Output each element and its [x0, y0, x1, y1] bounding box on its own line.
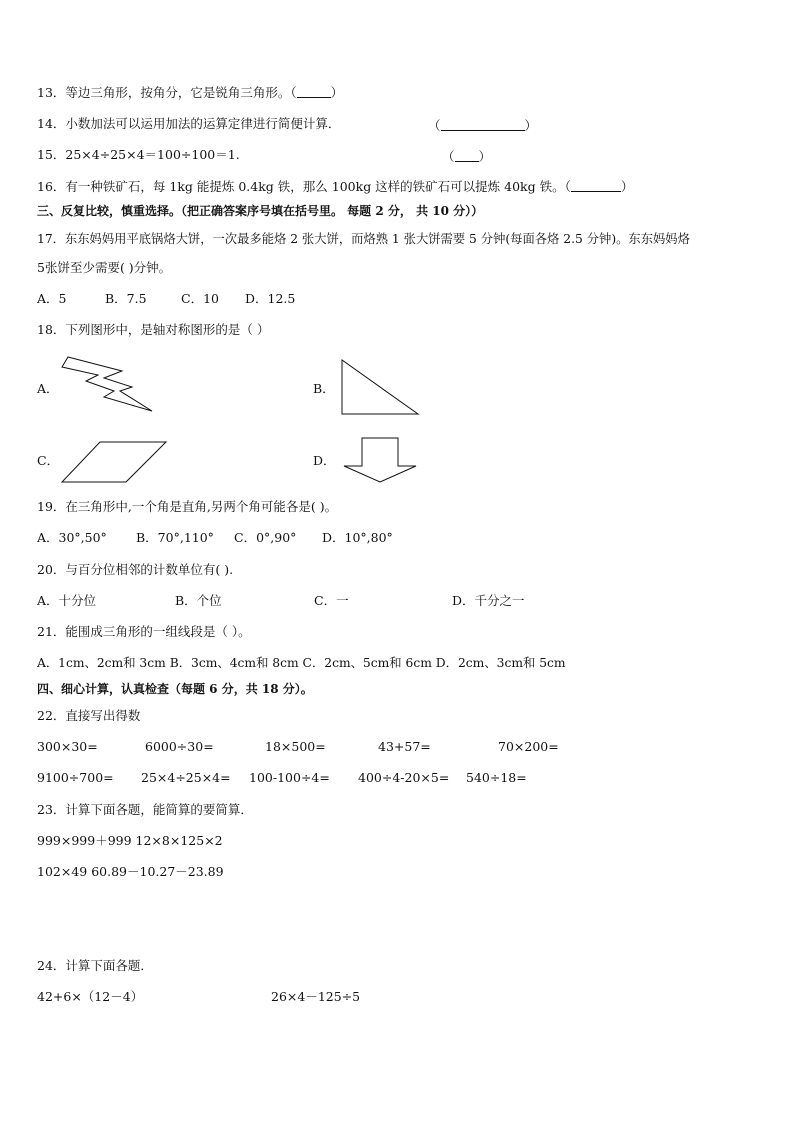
option-18-d-label[interactable]: D． [313, 453, 336, 468]
calc-item: 18×500= [265, 739, 326, 754]
section-heading-3: 三、反复比较，慎重选择。（把正确答案序号填在括号里。 每题 2 分， 共 10 分）） [37, 204, 484, 218]
option-20-a[interactable]: A．十分位 [37, 593, 97, 608]
question-text: 小数加法可以运用加法的运算定律进行简便计算． [65, 116, 341, 131]
calc-item: 9100÷700= [37, 770, 114, 785]
answer-blank[interactable] [297, 85, 331, 98]
question-17-line2: 5张饼至少需要( )分钟。 [37, 260, 172, 275]
section-heading-4: 四、细心计算，认真检查（每题 6 分，共 18 分）。 [37, 682, 313, 696]
parallelogram-shape-icon [60, 440, 168, 486]
option-18-b-label[interactable]: B． [313, 381, 335, 396]
right-triangle-shape-icon [338, 358, 420, 418]
question-14 [37, 118, 340, 131]
calc-row: 999×999＋999 12×8×125×2 [37, 833, 223, 848]
option-18-c-label[interactable]: C． [37, 453, 60, 468]
option-19-a[interactable]: A．30°,50° [37, 530, 107, 545]
calc-item: 540÷18= [466, 770, 527, 785]
calc-item: 42+6×（12－4） [37, 989, 144, 1004]
calc-item: 70×200= [498, 739, 559, 754]
down-arrow-shape-icon [340, 436, 420, 486]
question-text: 有一种铁矿石，每 1kg 能提炼 0.4kg 铁，那么 100kg 这样的铁矿石可以提炼 40kg 铁。（ [65, 179, 571, 194]
option-18-a-label[interactable]: A． [37, 381, 59, 396]
option-17-a[interactable]: A．5 [37, 291, 67, 306]
question-number: 14． [37, 116, 66, 131]
answer-bracket-14: （ ） [428, 118, 538, 133]
answer-blank[interactable] [571, 179, 621, 192]
calc-item: 25×4÷25×4= [141, 770, 231, 785]
option-20-d[interactable]: D．千分之一 [452, 593, 525, 608]
question-22: 22．直接写出得数 [37, 708, 141, 723]
calc-item: 100-100÷4= [249, 770, 330, 785]
question-23: 23．计算下面各题，能简算的要简算． [37, 802, 253, 817]
answer-blank[interactable] [455, 149, 479, 162]
answer-blank[interactable] [441, 118, 525, 131]
calc-item: 400÷4-20×5= [358, 770, 450, 785]
question-number: 13． [37, 85, 66, 100]
question-number: 16． [37, 179, 66, 194]
option-17-d[interactable]: D．12.5 [245, 291, 296, 306]
question-text: 25×4÷25×4＝100÷100＝1. [65, 147, 240, 162]
question-20: 20．与百分位相邻的计数单位有( ). [37, 562, 234, 577]
calc-item: 300×30= [37, 739, 98, 754]
question-24: 24．计算下面各题． [37, 958, 153, 973]
question-18: 18．下列图形中，是轴对称图形的是（ ） [37, 322, 270, 337]
question-19: 19．在三角形中,一个角是直角,另两个角可能各是( )。 [37, 499, 338, 514]
question-15 [37, 149, 240, 162]
calc-item: 43+57= [378, 739, 431, 754]
question-16: 16．有一种铁矿石，每 1kg 能提炼 0.4kg 铁，那么 100kg 这样的铁矿石可以提炼 40kg 铁。（ ） [37, 179, 634, 194]
answer-bracket-15: （ ） [442, 149, 492, 164]
question-21: 21．能围成三角形的一组线段是（ ）。 [37, 624, 251, 639]
question-17-line1: 17．东东妈妈用平底锅烙大饼，一次最多能烙 2 张大饼，而烙熟 1 张大饼需要 5 分钟(每面各烙 2.5 分钟)。东东妈妈烙 [37, 232, 690, 246]
option-20-c[interactable]: C．一 [314, 593, 349, 608]
options-21[interactable]: A．1cm、2cm和 3cm B．3cm、4cm和 8cm C．2cm、5cm和 6cm D．2cm、3cm和 5cm [37, 656, 566, 670]
calc-item: 6000÷30= [145, 739, 214, 754]
question-text: 等边三角形，按角分，它是锐角三角形。（ [65, 85, 297, 100]
lightning-shape-icon [60, 355, 155, 415]
calc-row: 102×49 60.89－10.27－23.89 [37, 864, 224, 879]
option-19-d[interactable]: D．10°,80° [322, 530, 393, 545]
option-19-b[interactable]: B．70°,110° [136, 530, 214, 545]
option-19-c[interactable]: C．0°,90° [234, 530, 297, 545]
question-number: 15． [37, 147, 66, 162]
question-13: 13．等边三角形，按角分，它是锐角三角形。（ ） [37, 85, 344, 100]
option-20-b[interactable]: B．个位 [175, 593, 222, 608]
calc-item: 26×4－125÷5 [271, 989, 361, 1004]
option-17-c[interactable]: C．10 [181, 291, 219, 306]
option-17-b[interactable]: B．7.5 [105, 291, 147, 306]
